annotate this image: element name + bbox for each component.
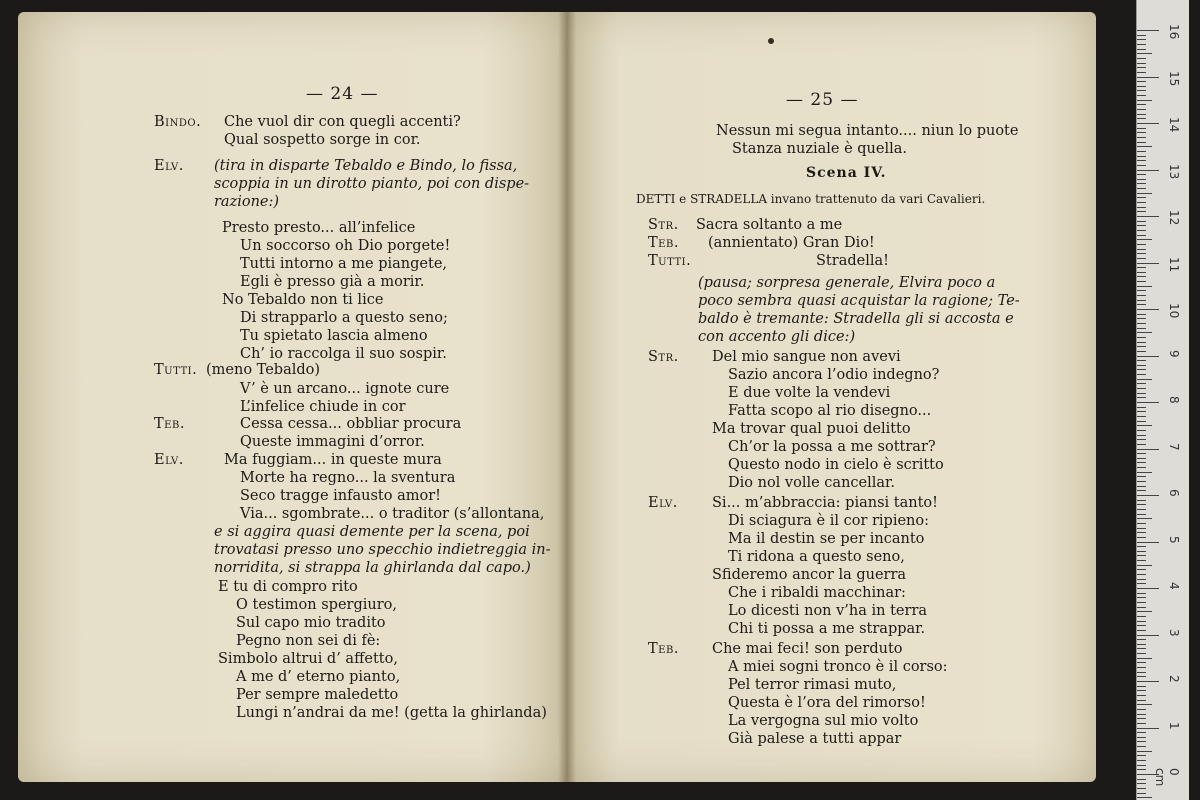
speaker-label: Elv. [154, 158, 184, 174]
verse-line: E tu di compro rito [218, 579, 358, 595]
verse-line: L’infelice chiude in cor [240, 399, 406, 415]
ruler-tick [1137, 77, 1159, 78]
ruler-tick [1137, 741, 1146, 742]
ruler-tick [1137, 528, 1146, 529]
verse-line: Sacra soltanto a me [696, 217, 843, 233]
ruler-tick [1137, 281, 1146, 282]
speaker-label: Tutti. [648, 253, 692, 269]
ruler-tick [1137, 30, 1159, 31]
verse-line: Che vuol dir con quegli accenti? [224, 114, 461, 130]
ruler-tick [1137, 118, 1146, 119]
ruler-tick [1137, 146, 1152, 147]
ruler-tick [1137, 621, 1146, 622]
ruler-tick [1137, 611, 1152, 612]
verse-line: Egli è presso già a morir. [240, 274, 425, 290]
ruler-tick [1137, 509, 1146, 510]
verse-line: trovatasi presso uno specchio indietreggia in- [214, 542, 551, 558]
ruler-tick [1137, 244, 1146, 245]
ruler-tick [1137, 216, 1159, 217]
ruler-tick [1137, 258, 1146, 259]
verse-line: (meno Tebaldo) [206, 362, 321, 378]
verse-line: Lo dicesti non v’ha in terra [728, 603, 928, 619]
ruler-tick [1137, 86, 1146, 87]
ruler-tick [1137, 555, 1146, 556]
ruler-tick [1137, 267, 1146, 268]
ruler-tick [1137, 165, 1146, 166]
ruler-tick [1137, 197, 1146, 198]
ruler-tick [1137, 644, 1146, 645]
verse-line: La vergogna sul mio volto [728, 713, 919, 729]
verse-line: Si... m’abbraccia: piansi tanto! [712, 495, 938, 511]
ruler-tick [1137, 467, 1146, 468]
ruler-tick [1137, 783, 1146, 784]
ruler-tick [1137, 788, 1146, 789]
ruler-tick [1137, 532, 1146, 533]
ruler-tick [1137, 300, 1146, 301]
ruler-tick [1137, 67, 1146, 68]
ruler-label: 10 [1167, 303, 1181, 319]
ruler-tick [1137, 588, 1159, 589]
ruler-tick [1137, 128, 1146, 129]
ruler-tick [1137, 779, 1146, 780]
verse-line: E due volte la vendevi [728, 385, 891, 401]
ruler-tick [1137, 407, 1146, 408]
ruler-tick [1137, 574, 1146, 575]
verse-line: Fatta scopo al rio disegno... [728, 403, 932, 419]
ruler-tick [1137, 769, 1146, 770]
speaker-label: Tutti. [154, 362, 198, 378]
ruler-tick [1137, 495, 1159, 496]
ruler-tick [1137, 318, 1146, 319]
ruler-tick [1137, 100, 1152, 101]
ruler-tick [1137, 249, 1146, 250]
ruler-tick [1137, 114, 1146, 115]
speaker-label: Elv. [648, 495, 678, 511]
ruler-tick [1137, 142, 1146, 143]
ruler-tick [1137, 602, 1146, 603]
verse-line: Stradella! [816, 253, 889, 269]
ruler-tick [1137, 425, 1152, 426]
ruler-tick [1137, 137, 1146, 138]
ruler-tick [1137, 95, 1146, 96]
ruler-tick [1137, 686, 1146, 687]
ruler-tick [1137, 286, 1152, 287]
ruler-tick [1137, 383, 1146, 384]
ruler-tick [1137, 225, 1146, 226]
verse-line: Che mai feci! son perduto [712, 641, 903, 657]
ruler-tick [1137, 635, 1159, 636]
ruler-tick [1137, 49, 1146, 50]
ruler-tick [1137, 486, 1146, 487]
verse-line: Simbolo altrui d’ affetto, [218, 651, 398, 667]
ruler-tick [1137, 718, 1146, 719]
ruler-tick [1137, 453, 1146, 454]
ruler-tick [1137, 263, 1159, 264]
ruler-tick [1137, 504, 1146, 505]
verse-line: Nessun mi segua intanto.... niun lo puote [716, 123, 1019, 139]
ruler-tick [1137, 342, 1146, 343]
ruler-tick [1137, 755, 1146, 756]
verse-line: Lungi n’andrai da me! (getta la ghirlanda) [236, 705, 547, 721]
ruler-tick [1137, 681, 1159, 682]
ruler-tick [1137, 309, 1159, 310]
speaker-label: Elv. [154, 452, 184, 468]
page-number-left: — 24 — [306, 84, 379, 104]
ruler-tick [1137, 207, 1146, 208]
ruler-tick [1137, 542, 1159, 543]
verse-line: Morte ha regno... la sventura [240, 470, 456, 486]
verse-line: V’ è un arcano... ignote cure [240, 381, 450, 397]
ruler-tick [1137, 658, 1152, 659]
ruler-tick [1137, 737, 1146, 738]
ruler-tick [1137, 793, 1146, 794]
verse-line: razione:) [214, 194, 280, 210]
ruler-tick [1137, 458, 1146, 459]
ruler-tick [1137, 583, 1146, 584]
ruler-tick [1137, 472, 1152, 473]
ruler-label: 11 [1167, 256, 1181, 272]
ruler-tick [1137, 388, 1146, 389]
ruler-tick [1137, 193, 1152, 194]
verse-line: con accento gli dice:) [698, 329, 856, 345]
ruler-tick [1137, 630, 1146, 631]
ruler-tick [1137, 156, 1146, 157]
ruler-tick [1137, 765, 1146, 766]
ruler-tick [1137, 648, 1146, 649]
ruler-tick [1137, 546, 1146, 547]
ruler-tick [1137, 416, 1146, 417]
verse-line: Sfideremo ancor la guerra [712, 567, 907, 583]
ruler-tick [1137, 704, 1152, 705]
ruler-tick [1137, 151, 1146, 152]
verse-line: baldo è tremante: Stradella gli si accosta e [698, 311, 1014, 327]
ruler-tick [1137, 579, 1146, 580]
verse-line: Ch’or la possa a me sottrar? [728, 439, 936, 455]
ruler-tick [1137, 63, 1146, 64]
measuring-ruler [1136, 0, 1189, 800]
ruler-tick [1137, 374, 1146, 375]
verse-line: Dio nol volle cancellar. [728, 475, 895, 491]
verse-line: Questo nodo in cielo è scritto [728, 457, 944, 473]
ruler-label: 3 [1167, 628, 1181, 637]
ruler-tick [1137, 797, 1152, 798]
ruler-tick [1137, 174, 1146, 175]
speaker-label: Str. [648, 349, 679, 365]
ruler-label: 9 [1167, 349, 1181, 358]
ruler-tick [1137, 662, 1146, 663]
verse-line: poco sembra quasi acquistar la ragione; Te- [698, 293, 1020, 309]
ruler-label: 5 [1167, 535, 1181, 544]
ruler-tick [1137, 639, 1146, 640]
verse-line: Ma fuggiam... in queste mura [224, 452, 442, 468]
ruler-tick [1137, 356, 1159, 357]
ruler-tick [1137, 44, 1146, 45]
verse-line: Ma trovar qual puoi delitto [712, 421, 911, 437]
ruler-tick [1137, 369, 1146, 370]
ruler-tick [1137, 221, 1146, 222]
ruler-label: 2 [1167, 675, 1181, 683]
ruler-tick [1137, 365, 1146, 366]
ruler-tick [1137, 593, 1146, 594]
verse-line: Tutti intorno a me piangete, [240, 256, 448, 272]
verse-line: Un soccorso oh Dio porgete! [240, 238, 451, 254]
ruler-label: 13 [1167, 163, 1181, 179]
ruler-tick [1137, 449, 1159, 450]
left-page [18, 12, 566, 782]
verse-line: scoppia in un dirotto pianto, poi con dispe- [214, 176, 530, 192]
speaker-label: Teb. [154, 416, 185, 432]
verse-line: Di strapparlo a questo seno; [240, 310, 448, 326]
verse-line: Queste immagini d’orror. [240, 434, 425, 450]
ruler-tick [1137, 170, 1159, 171]
ruler-tick [1137, 360, 1146, 361]
ruler-label: 14 [1167, 117, 1181, 133]
speaker-label: Teb. [648, 235, 679, 251]
ruler-tick [1137, 421, 1146, 422]
ruler-tick [1137, 253, 1146, 254]
verse-line: Cessa cessa... obbliar procura [240, 416, 462, 432]
ruler-tick [1137, 337, 1146, 338]
verse-line: Ch’ io raccolga il suo sospir. [240, 346, 447, 362]
ruler-tick [1137, 304, 1146, 305]
ruler-tick [1137, 39, 1146, 40]
speaker-label: Str. [648, 217, 679, 233]
ruler-tick [1137, 569, 1146, 570]
verse-line: Per sempre maledetto [236, 687, 399, 703]
ruler-tick [1137, 695, 1146, 696]
verse-line: Che i ribaldi macchinar: [728, 585, 906, 601]
ruler-tick [1137, 723, 1146, 724]
ruler-tick [1137, 676, 1146, 677]
ruler-tick [1137, 160, 1146, 161]
ruler-tick [1137, 211, 1146, 212]
ruler-tick [1137, 667, 1146, 668]
ruler-tick [1137, 239, 1152, 240]
verse-line: Sul capo mio tradito [236, 615, 386, 631]
verse-line: (pausa; sorpresa generale, Elvira poco a [698, 275, 996, 291]
ruler-tick [1137, 728, 1159, 729]
verse-line: e si aggira quasi demente per la scena, poi [214, 524, 530, 540]
ruler-tick [1137, 276, 1146, 277]
ruler-tick [1137, 700, 1146, 701]
ruler-tick [1137, 104, 1146, 105]
speaker-label: Teb. [648, 641, 679, 657]
verse-line: Stanza nuziale è quella. [732, 141, 907, 157]
ruler-tick [1137, 235, 1146, 236]
verse-line: Scena IV. [806, 165, 887, 181]
ruler-tick [1137, 518, 1152, 519]
ruler-tick [1137, 439, 1146, 440]
verse-line: Del mio sangue non avevi [712, 349, 901, 365]
verse-line: norridita, si strappa la ghirlanda dal capo.) [214, 560, 531, 576]
verse-line: Ma il destin se per incanto [728, 531, 925, 547]
verse-line: No Tebaldo non ti lice [222, 292, 384, 308]
ruler-label: 4 [1167, 582, 1181, 590]
ruler-tick [1137, 35, 1146, 36]
ruler-tick [1137, 430, 1146, 431]
ruler-label: 0 cm [1153, 768, 1181, 787]
verse-line: Questa è l’ora del rimorso! [728, 695, 926, 711]
ruler-tick [1137, 230, 1146, 231]
ruler-tick [1137, 537, 1146, 538]
ruler-tick [1137, 397, 1146, 398]
ruler-tick [1137, 523, 1146, 524]
ruler-tick [1137, 323, 1146, 324]
ruler-tick [1137, 435, 1146, 436]
verse-line: Tu spietato lascia almeno [240, 328, 428, 344]
ruler-tick [1137, 653, 1146, 654]
ruler-tick [1137, 53, 1152, 54]
ruler-tick [1137, 690, 1146, 691]
ruler-tick [1137, 514, 1146, 515]
ruler-tick [1137, 402, 1159, 403]
ruler-tick [1137, 714, 1146, 715]
ruler-tick [1137, 709, 1146, 710]
ruler-tick [1137, 481, 1146, 482]
ruler-tick [1137, 314, 1146, 315]
ruler-label: 6 [1167, 489, 1181, 497]
ruler-tick [1137, 81, 1146, 82]
ruler-label: 12 [1167, 210, 1181, 226]
ruler-tick [1137, 379, 1152, 380]
ruler-tick [1137, 332, 1152, 333]
ruler-label: 1 [1167, 721, 1181, 730]
verse-line: Presto presto... all’infelice [222, 220, 416, 236]
verse-line: Pegno non sei di fè: [236, 633, 381, 649]
ruler-tick [1137, 202, 1146, 203]
verse-line: (tira in disparte Tebaldo e Bindo, lo fissa, [214, 158, 518, 174]
ruler-tick [1137, 565, 1152, 566]
ruler-label: 8 [1167, 396, 1181, 404]
ruler-tick [1137, 72, 1146, 73]
verse-line: Pel terror rimasi muto, [728, 677, 897, 693]
ruler-tick [1137, 462, 1146, 463]
ruler-tick [1137, 351, 1146, 352]
ruler-tick [1137, 751, 1152, 752]
ruler-tick [1137, 551, 1146, 552]
verse-line: Ti ridona a questo seno, [728, 549, 905, 565]
speaker-label: Bindo. [154, 114, 202, 130]
right-page [566, 12, 1096, 782]
ruler-tick [1137, 490, 1146, 491]
ruler-tick [1137, 188, 1146, 189]
ruler-tick [1137, 272, 1146, 273]
ruler-tick [1137, 625, 1146, 626]
ruler-tick [1137, 411, 1146, 412]
ruler-tick [1137, 760, 1146, 761]
verse-line: Sazio ancora l’odio indegno? [728, 367, 940, 383]
ruler-tick [1137, 732, 1146, 733]
ruler-tick [1137, 476, 1146, 477]
verse-line: Chi ti possa a me strappar. [728, 621, 926, 637]
verse-line: DETTI e STRADELLA invano trattenuto da vari Cavalieri. [636, 192, 986, 206]
ruler-tick [1137, 179, 1146, 180]
ruler-tick [1137, 109, 1146, 110]
ruler-tick [1137, 183, 1146, 184]
ruler-tick [1137, 393, 1146, 394]
verse-line: Via... sgombrate... o traditor (s’allontana, [240, 506, 545, 522]
page-number-right: — 25 — [786, 90, 859, 110]
ruler-tick [1137, 597, 1146, 598]
ruler-tick [1137, 444, 1146, 445]
ruler-tick [1137, 672, 1146, 673]
ruler-tick [1137, 328, 1146, 329]
ruler-tick [1137, 500, 1146, 501]
ruler-tick [1137, 123, 1159, 124]
ruler-tick [1137, 607, 1146, 608]
ruler-tick [1137, 290, 1146, 291]
verse-line: Già palese a tutti appar [728, 731, 902, 747]
ink-spot [768, 38, 774, 44]
verse-line: (annientato) Gran Dio! [708, 235, 875, 251]
ruler-label: 15 [1167, 70, 1181, 86]
book-gutter [558, 12, 576, 782]
ruler-tick [1137, 616, 1146, 617]
ruler-tick [1137, 746, 1146, 747]
ruler-tick [1137, 132, 1146, 133]
verse-line: A me d’ eterno pianto, [236, 669, 401, 685]
verse-line: O testimon spergiuro, [236, 597, 398, 613]
verse-line: A miei sogni tronco è il corso: [728, 659, 948, 675]
ruler-tick [1137, 90, 1146, 91]
ruler-tick [1137, 295, 1146, 296]
verse-line: Qual sospetto sorge in cor. [224, 132, 421, 148]
verse-line: Di sciagura è il cor ripieno: [728, 513, 930, 529]
open-book [18, 12, 1096, 784]
ruler-tick [1137, 346, 1146, 347]
ruler-label: 16 [1167, 24, 1181, 40]
ruler-label: 7 [1167, 442, 1181, 451]
ruler-tick [1137, 58, 1146, 59]
ruler-tick [1137, 560, 1146, 561]
verse-line: Seco tragge infausto amor! [240, 488, 441, 504]
